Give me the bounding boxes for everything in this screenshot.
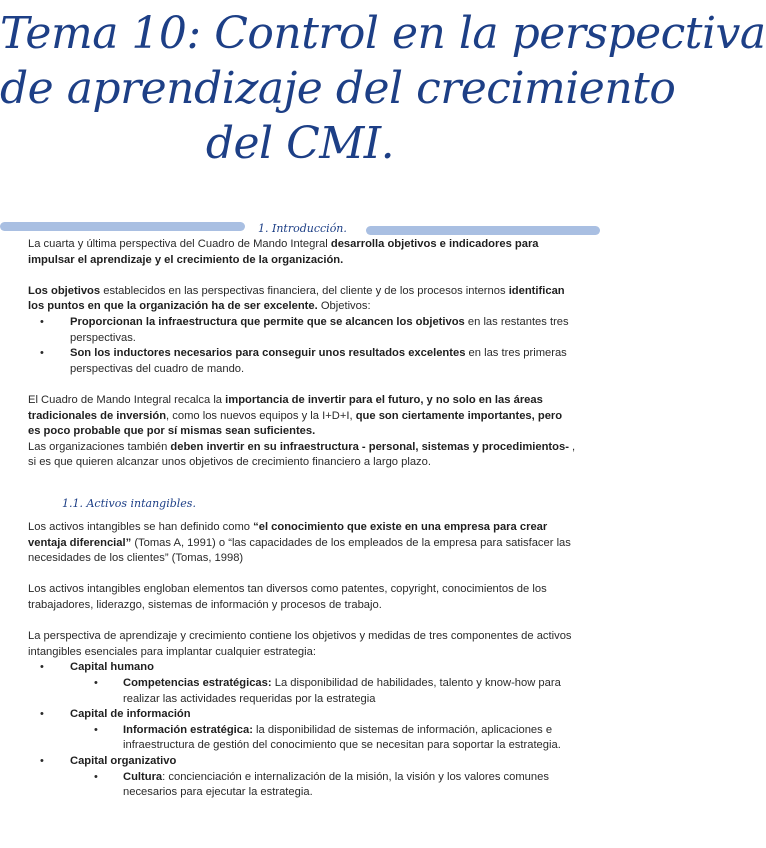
page-title <box>0 6 766 171</box>
intangibles-text-block <box>28 520 576 801</box>
intro-paragraph-2: Los objetivos establecidos en las perspectivas financiera, del cliente y de los procesos internos identifican los puntos en que la organización ha de ser excelente. Objetivos: <box>28 284 565 313</box>
sub-list-item: • Cultura: concienciación e internalización de la misión, la visión y los valores comunes necesarios para ejecutar la estrategia. <box>28 770 576 801</box>
list-item: • Capital humano <box>28 660 576 676</box>
intro-text-block <box>28 237 576 471</box>
title-line-2: de aprendizaje del crecimiento <box>0 63 676 114</box>
intangibles-paragraph-3: La perspectiva de aprendizaje y crecimiento contiene los objetivos y medidas de tres componentes de activos intangibles esenciales para implantar cualquier estrategia: <box>28 630 572 658</box>
title-line-1: Tema 10: Control en la perspectiva <box>0 8 766 59</box>
list-item: • Capital organizativo <box>28 754 576 770</box>
list-item: • Capital de información <box>28 707 576 723</box>
heading-bar-right <box>366 226 600 235</box>
intangibles-paragraph-2: Los activos intangibles engloban elementos tan diversos como patentes, copyright, conocimientos de los trabajadores, liderazgo, sistemas de información y procesos de trabajo. <box>28 583 547 611</box>
section-heading-introduccion: 1. Introducción. <box>258 222 347 235</box>
list-item: • Proporcionan la infraestructura que permite que se alcancen los objetivos en las restantes tres perspectivas. <box>28 315 576 346</box>
intro-paragraph-1: La cuarta y última perspectiva del Cuadro de Mando Integral desarrolla objetivos e indicadores para impulsar el aprendizaje y el crecimiento de la organización. <box>28 238 539 266</box>
intro-paragraph-3: El Cuadro de Mando Integral recalca la importancia de invertir para el futuro, y no solo en las áreas tradicionales de inversión, como los nuevos equipos y la I+D+I, que son ciertamente importantes, pero es poco probable que por sí mismas sean suficientes. <box>28 393 563 438</box>
title-line-3: del CMI. <box>205 118 395 169</box>
intangibles-paragraph-1: Los activos intangibles se han definido como “el conocimiento que existe en una empresa para crear ventaja diferencial” (Tomas A, 1991) o “las capacidades de los empleados de la empresa para satisfacer las necesidades de los clientes” (Tomas, 1998) <box>28 521 571 565</box>
intro-paragraph-4: Las organizaciones también deben invertir en su infraestructura - personal, sistemas y procedimientos- , si es que quieren alcanzar unos objetivos de crecimiento financiero a largo plazo. <box>28 440 576 469</box>
sub-list-item: • Competencias estratégicas: La disponibilidad de habilidades, talento y know-how para realizar las actividades requeridas por la estrategia <box>28 676 576 707</box>
heading-bar-left <box>0 222 245 231</box>
list-item: • Son los inductores necesarios para conseguir unos resultados excelentes en las tres primeras perspectivas del cuadro de mando. <box>28 346 576 377</box>
sub-list-item: • Información estratégica: la disponibilidad de sistemas de información, aplicaciones e infraestructura de gestión del conocimiento que se necesitan para soportar la estrategia. <box>28 723 576 754</box>
section-heading-activos-intangibles: 1.1. Activos intangibles. <box>62 497 196 510</box>
